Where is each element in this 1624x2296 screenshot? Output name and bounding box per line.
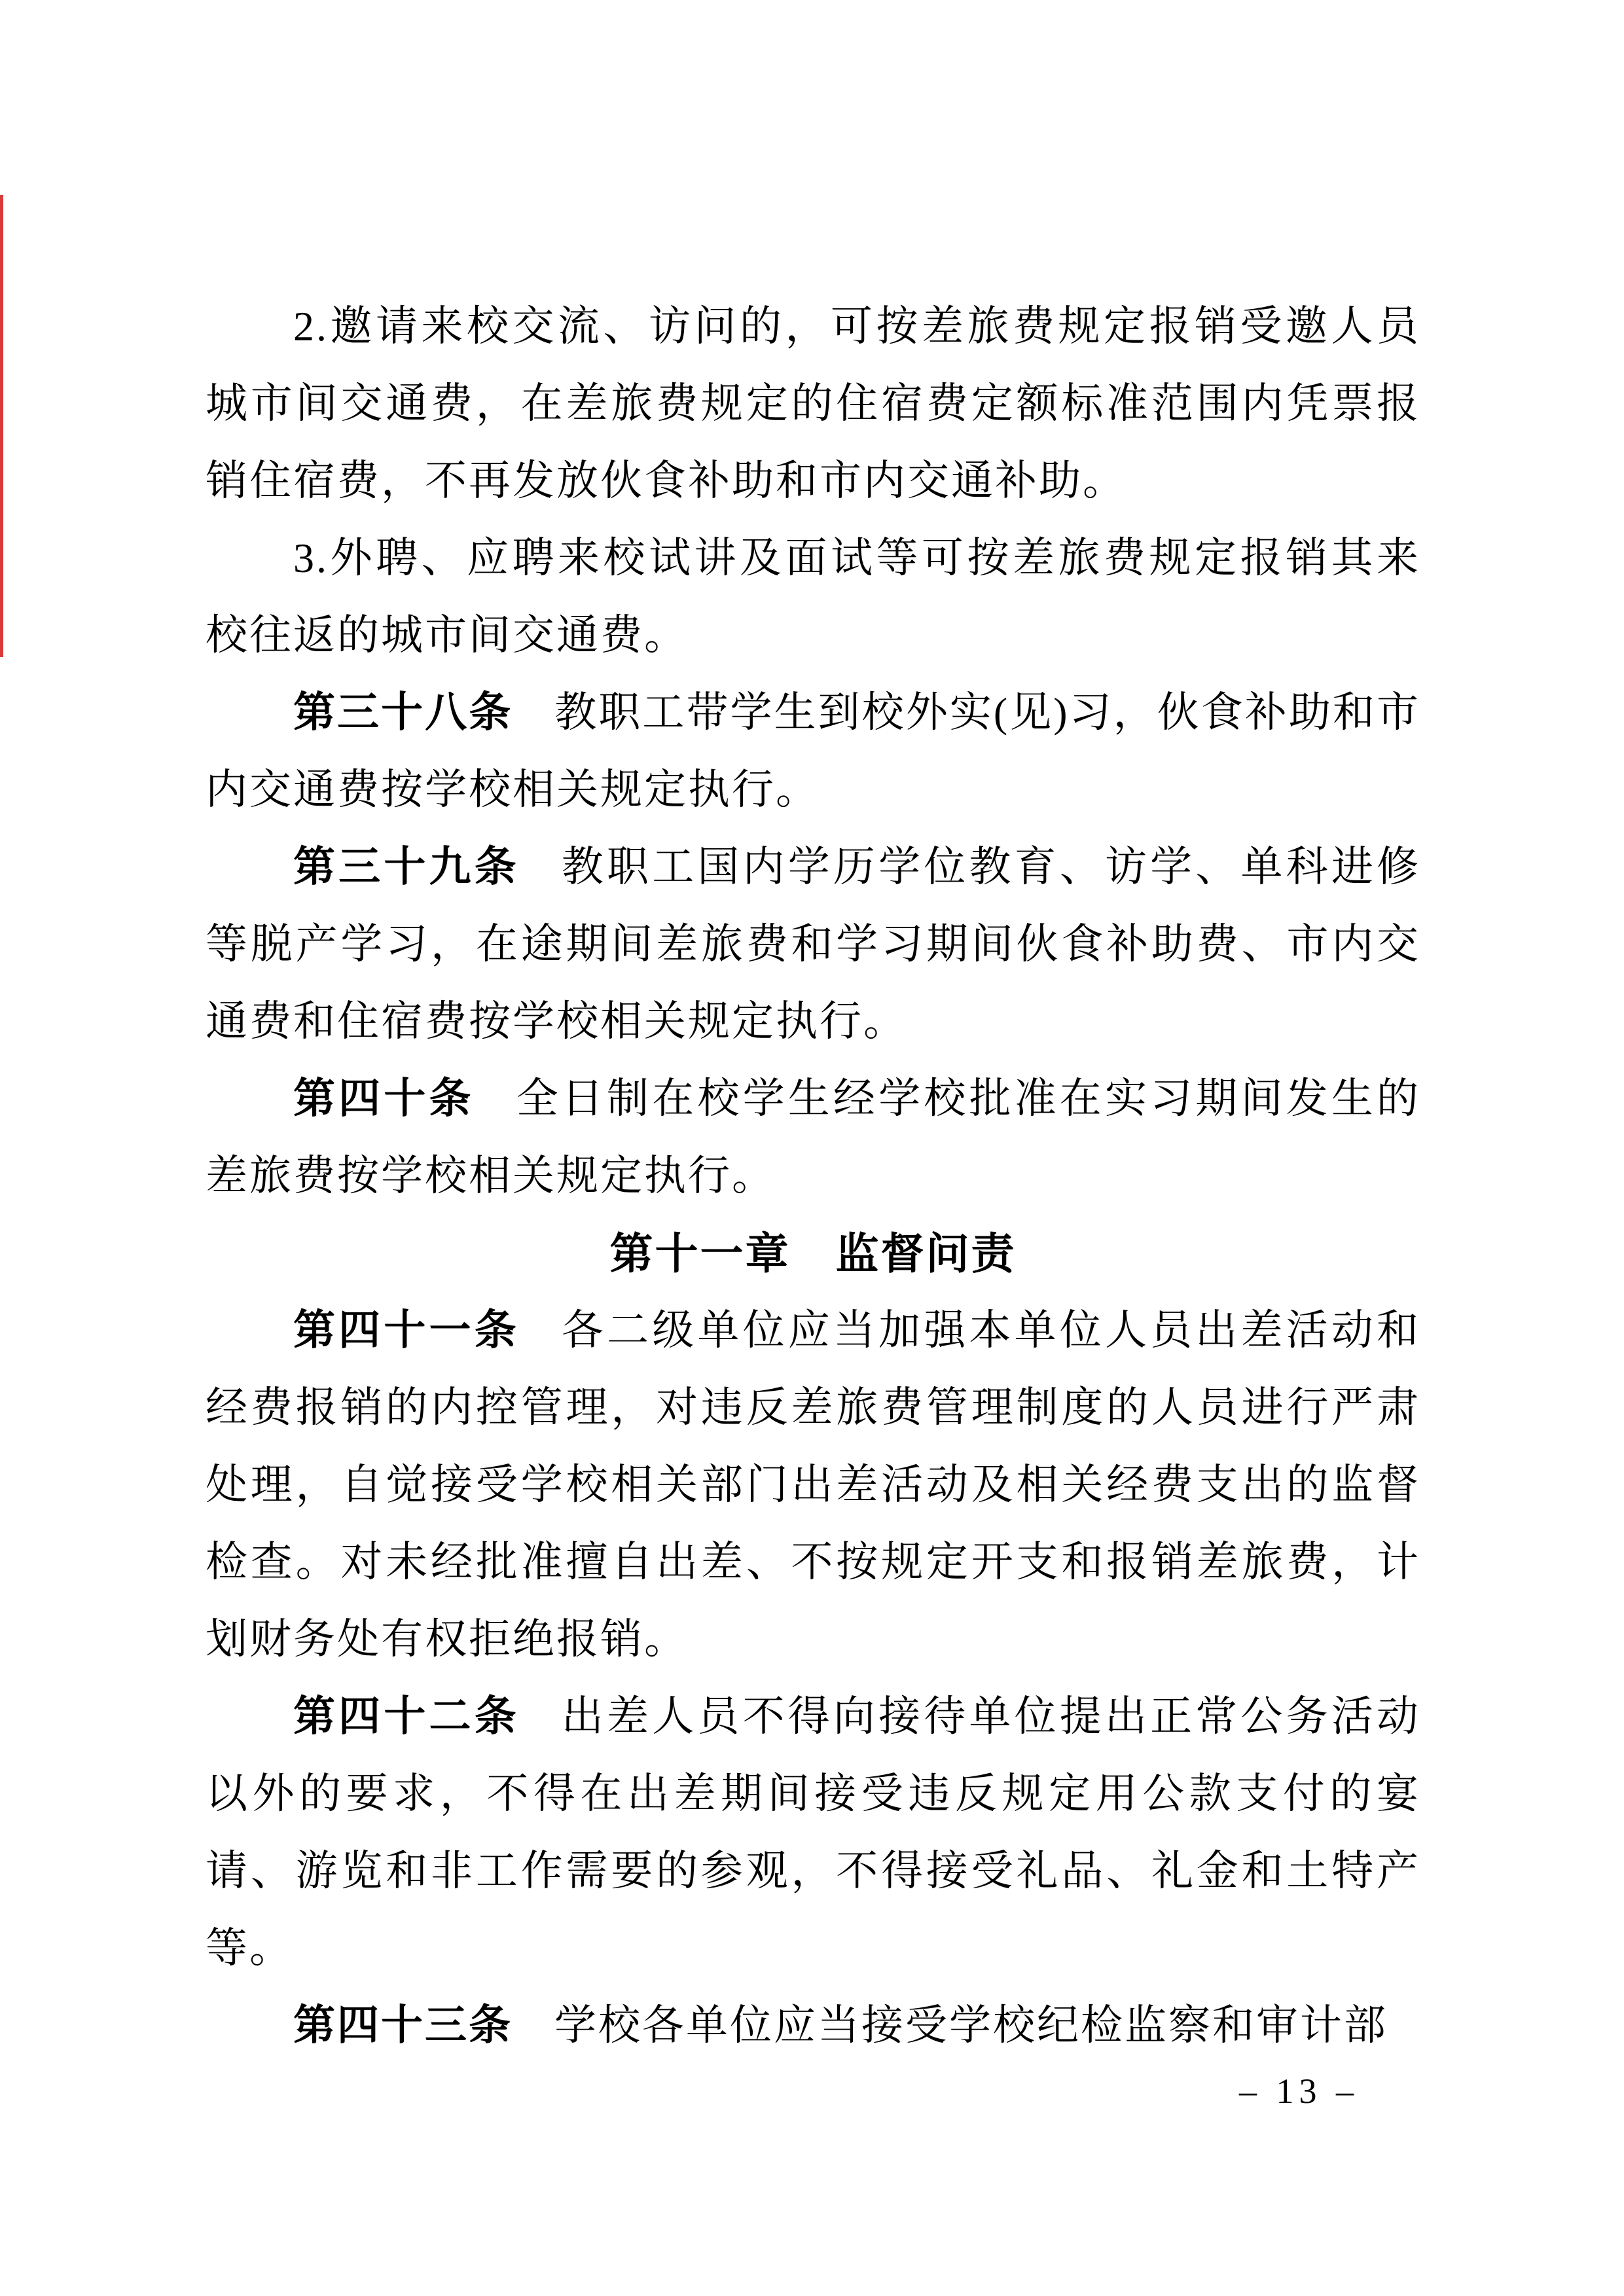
paragraph-text: 2.邀请来校交流、访问的，可按差旅费规定报销受邀人员城市间交通费，在差旅费规定的住宿费定额标准范围内凭票报销住宿费，不再发放伙食补助和市内交通补助。 — [206, 303, 1420, 504]
paragraph-item-3 — [206, 520, 1420, 674]
article-number: 第四十二条 — [293, 1693, 520, 1740]
article-number: 第三十八条 — [293, 689, 513, 736]
paragraph-item-2 — [206, 288, 1420, 520]
paragraph-article-42 — [206, 1678, 1420, 1987]
chapter-heading: 第十一章 监督问责 — [609, 1229, 1017, 1278]
paragraph-article-39 — [206, 829, 1420, 1060]
paragraph-text: 教职工国内学历学位教育、访学、单科进修等脱产学习，在途期间差旅费和学习期间伙食补助费、市内交通费和住宿费按学校相关规定执行。 — [206, 844, 1421, 1045]
page-number: – 13 – — [1239, 2072, 1359, 2111]
paragraph-article-40 — [206, 1060, 1420, 1215]
paragraph-text: 全日制在校学生经学校批准在实习期间发生的差旅费按学校相关规定执行。 — [206, 1075, 1421, 1199]
paragraph-text: 出差人员不得向接待单位提出正常公务活动以外的要求，不得在出差期间接受违反规定用公款支付的宴请、游览和非工作需要的参观，不得接受礼品、礼金和土特产等。 — [206, 1693, 1421, 1971]
paragraph-article-41 — [206, 1292, 1420, 1678]
article-number: 第三十九条 — [293, 844, 520, 890]
paragraph-text: 学校各单位应当接受学校纪检监察和审计部 — [554, 2002, 1388, 2049]
article-number: 第四十一条 — [293, 1307, 520, 1354]
paragraph-article-43 — [206, 1987, 1420, 2064]
paragraph-article-38 — [206, 674, 1420, 829]
paragraph-text: 各二级单位应当加强本单位人员出差活动和经费报销的内控管理，对违反差旅费管理制度的人员进行严肃处理，自觉接受学校相关部门出差活动及相关经费支出的监督检查。对未经批准擅自出差、不按规定开支和报销差旅费，计划财务处有权拒绝报销。 — [206, 1307, 1421, 1662]
paragraph-text: 3.外聘、应聘来校试讲及面试等可按差旅费规定报销其来校往返的城市间交通费。 — [206, 535, 1420, 658]
paragraph-text: 教职工带学生到校外实(见)习，伙食补助和市内交通费按学校相关规定执行。 — [206, 689, 1421, 813]
article-number: 第四十三条 — [293, 2002, 513, 2049]
article-number: 第四十条 — [293, 1075, 475, 1122]
document-body — [206, 288, 1420, 2064]
scan-artifact-line — [0, 195, 3, 657]
